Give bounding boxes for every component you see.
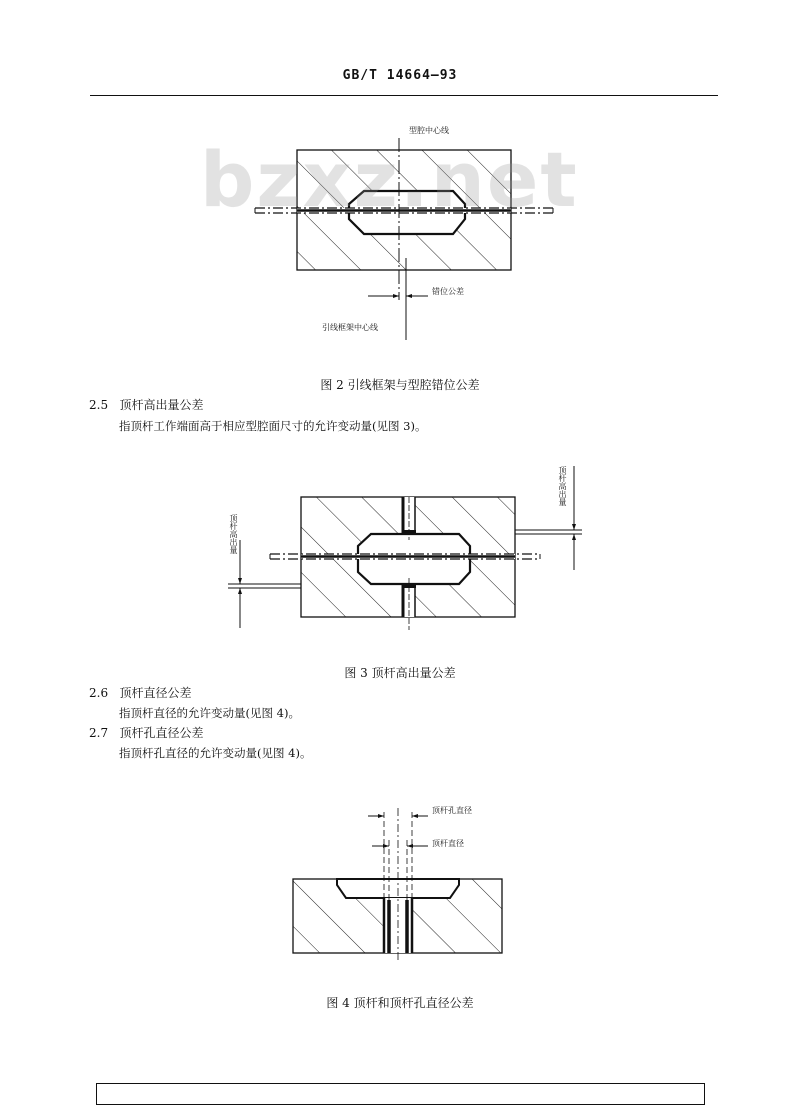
label-frame-centerline: 引线框架中心线 — [322, 323, 378, 332]
section-title: 顶杆孔直径公差 — [119, 726, 204, 740]
section-2-7-heading — [89, 724, 204, 741]
section-2-6-heading — [89, 684, 192, 701]
header-rule — [90, 95, 718, 96]
watermark: bzxz.net — [200, 135, 579, 224]
figure-4-drawing — [293, 808, 502, 960]
figure-2-caption: 图 2 引线框架与型腔错位公差 — [320, 378, 480, 392]
figure-3-caption: 图 3 顶杆高出量公差 — [344, 666, 456, 680]
section-title: 顶杆高出量公差 — [119, 398, 204, 412]
label-pin-hole-diameter: 顶杆孔直径 — [432, 806, 472, 815]
document-header: GB/T 14664—93 — [342, 68, 458, 83]
label-pin-diameter: 顶杆直径 — [432, 839, 464, 848]
figure-4-caption: 图 4 顶杆和顶杆孔直径公差 — [326, 996, 474, 1010]
figure-3-drawing — [228, 466, 582, 630]
section-number: 2.7 — [89, 726, 109, 740]
section-title: 顶杆直径公差 — [119, 686, 192, 700]
label-cavity-centerline: 型腔中心线 — [409, 126, 449, 135]
section-2-5-heading — [89, 396, 204, 413]
section-2-5-text: 指顶杆工作端面高于相应型腔面尺寸的允许变动量(见图 3)。 — [119, 419, 427, 433]
label-offset-tolerance: 错位公差 — [432, 287, 464, 296]
section-2-6-text: 指顶杆直径的允许变动量(见图 4)。 — [119, 706, 300, 720]
label-pin-height-left: 顶杆高出量 — [229, 514, 238, 554]
label-pin-height-right: 顶杆高出量 — [558, 466, 567, 506]
section-number: 2.5 — [89, 398, 109, 412]
section-number: 2.6 — [89, 686, 109, 700]
bottom-frame — [96, 1083, 705, 1105]
section-2-7-text: 指顶杆孔直径的允许变动量(见图 4)。 — [119, 746, 312, 760]
